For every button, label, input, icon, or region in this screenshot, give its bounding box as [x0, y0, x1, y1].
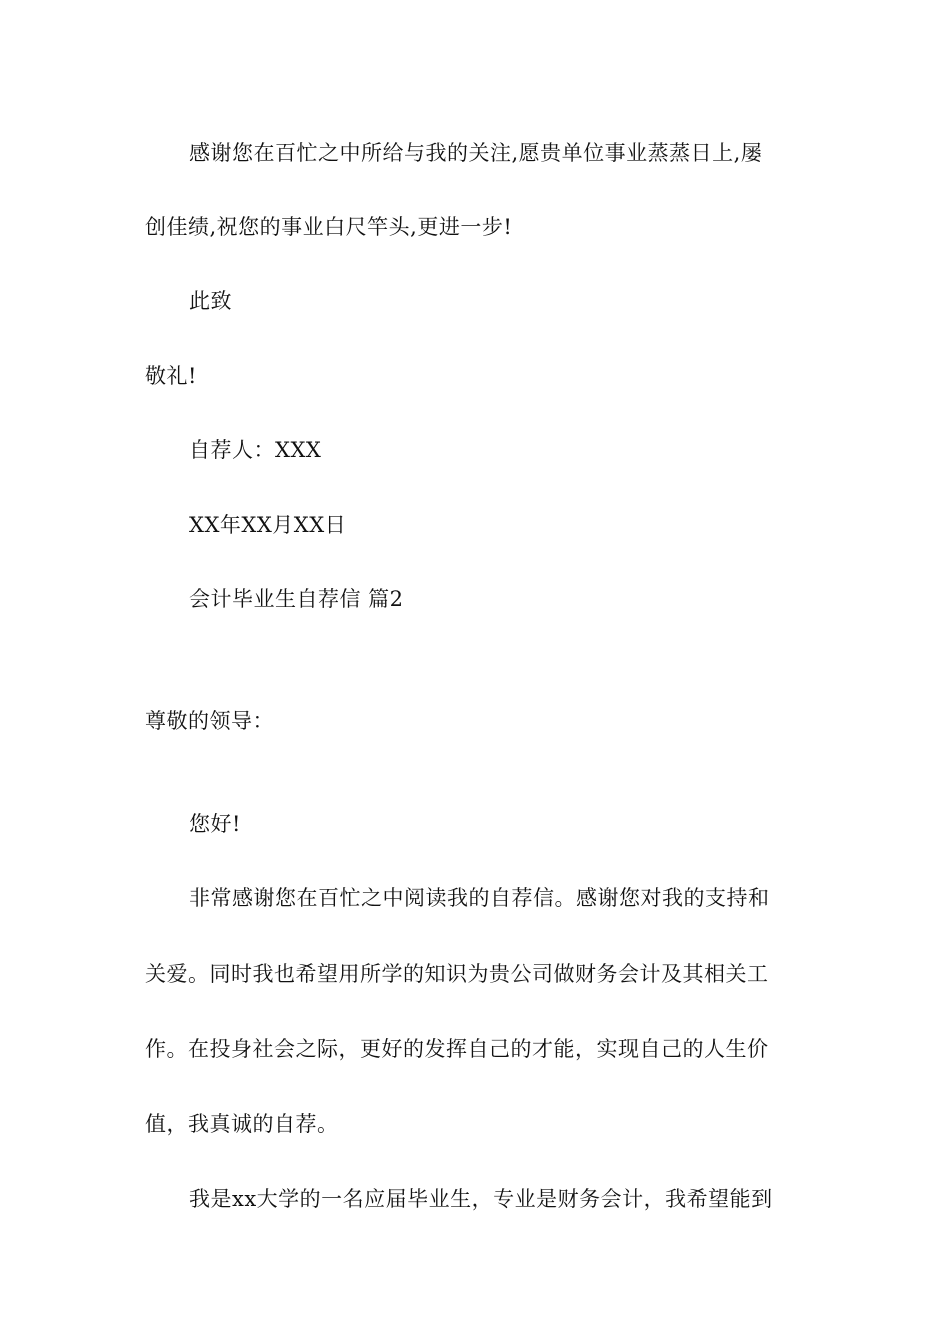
greeting-salutation: 尊敬的领导： — [145, 709, 274, 733]
paragraph-line: 作。在投身社会之际，更好的发挥自己的才能，实现自己的人生价 — [145, 1037, 769, 1061]
date-line: XX年XX月XX日 — [189, 513, 347, 537]
paragraph-line: 我是xx大学的一名应届毕业生，专业是财务会计，我希望能到 — [189, 1187, 773, 1211]
closing-salutation: 敬礼! — [145, 364, 197, 388]
paragraph-line: 创佳绩,祝您的事业白尺竿头,更进一步! — [145, 215, 513, 239]
paragraph-line: 关爱。同时我也希望用所学的知识为贵公司做财务会计及其相关工 — [145, 962, 769, 986]
paragraph-line: 感谢您在百忙之中所给与我的关注,愿贵单位事业蒸蒸日上,屡 — [189, 141, 763, 165]
paragraph-line: 值，我真诚的自荐。 — [145, 1112, 339, 1136]
signature-line: 自荐人：XXX — [189, 438, 322, 462]
greeting: 您好! — [189, 812, 241, 836]
closing-phrase: 此致 — [189, 289, 232, 313]
section-heading: 会计毕业生自荐信 篇2 — [189, 587, 404, 611]
paragraph-line: 非常感谢您在百忙之中阅读我的自荐信。感谢您对我的支持和 — [189, 886, 770, 910]
